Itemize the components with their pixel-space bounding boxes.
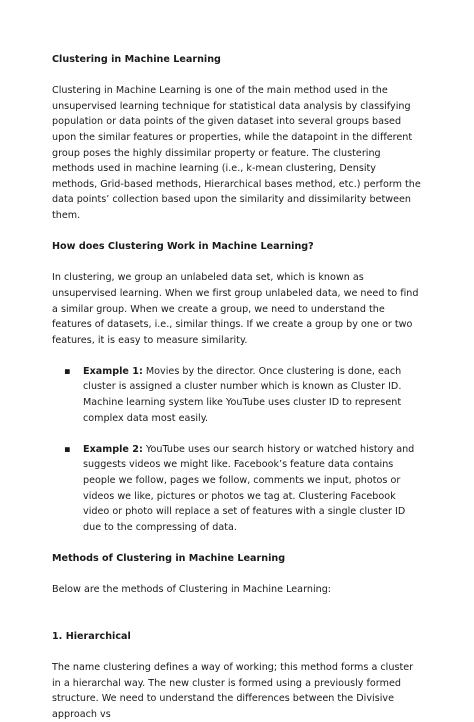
example-label: Example 2: — [83, 443, 143, 455]
bullet-icon: ▪ — [64, 365, 71, 377]
intro-paragraph: Clustering in Machine Learning is one of the main method used in the unsupervised learning technique for statistical data analysis by classifying population or data points of the given dataset into several groups based upon the similar features or properties, while the datapoint in the different group poses the highly dissimilar property or feature. The clustering methods used in machine learning (i.e., k-mean clustering, Density methods, Grid-based methods, Hierarchical bases method, etc.) perform the data points’ collection based upon the similarity and dissimilarity between them. — [52, 85, 421, 221]
example-text: YouTube uses our search history or watched history and suggests videos we might like. Facebook’s feature data contains people we follow, pages we follow, comments we input, photos or videos we like, pictures or photos we tag at. Clustering Facebook video or photo will replace a set of features with a single cluster ID due to the compressing of data. — [83, 443, 415, 533]
methods-heading: Methods of Clustering in Machine Learning — [52, 553, 286, 564]
examples-list — [52, 364, 424, 536]
document-title: Clustering in Machine Learning — [52, 54, 221, 65]
methods-intro: Below are the methods of Clustering in Machine Learning: — [52, 584, 332, 596]
list-item — [52, 442, 424, 536]
hierarchical-heading: 1. Hierarchical — [52, 630, 131, 642]
list-item — [52, 364, 424, 426]
bullet-icon: ▪ — [64, 443, 71, 455]
example-label: Example 1: — [83, 365, 143, 377]
example-text: Movies by the director. Once clustering is done, each cluster is assigned a cluster number which is known as Cluster ID. Machine learning system like YouTube uses cluster ID to represent complex data most easily. — [83, 365, 402, 424]
how-heading: How does Clustering Work in Machine Learning? — [52, 241, 314, 253]
document-page — [52, 52, 424, 722]
how-paragraph: In clustering, we group an unlabeled data set, which is known as unsupervised learning. When we first group unlabeled data, we need to find a similar group. When we create a group, we need to understand the features of datasets, i.e., similar things. If we create a group by one or two features, it is easy to measure similarity. — [52, 272, 419, 346]
hierarchical-paragraph: The name clustering defines a way of working; this method forms a cluster in a hierarchal way. The new cluster is formed using a previously formed structure. We need to understand the differences between the Divisive approach vs — [52, 661, 414, 720]
